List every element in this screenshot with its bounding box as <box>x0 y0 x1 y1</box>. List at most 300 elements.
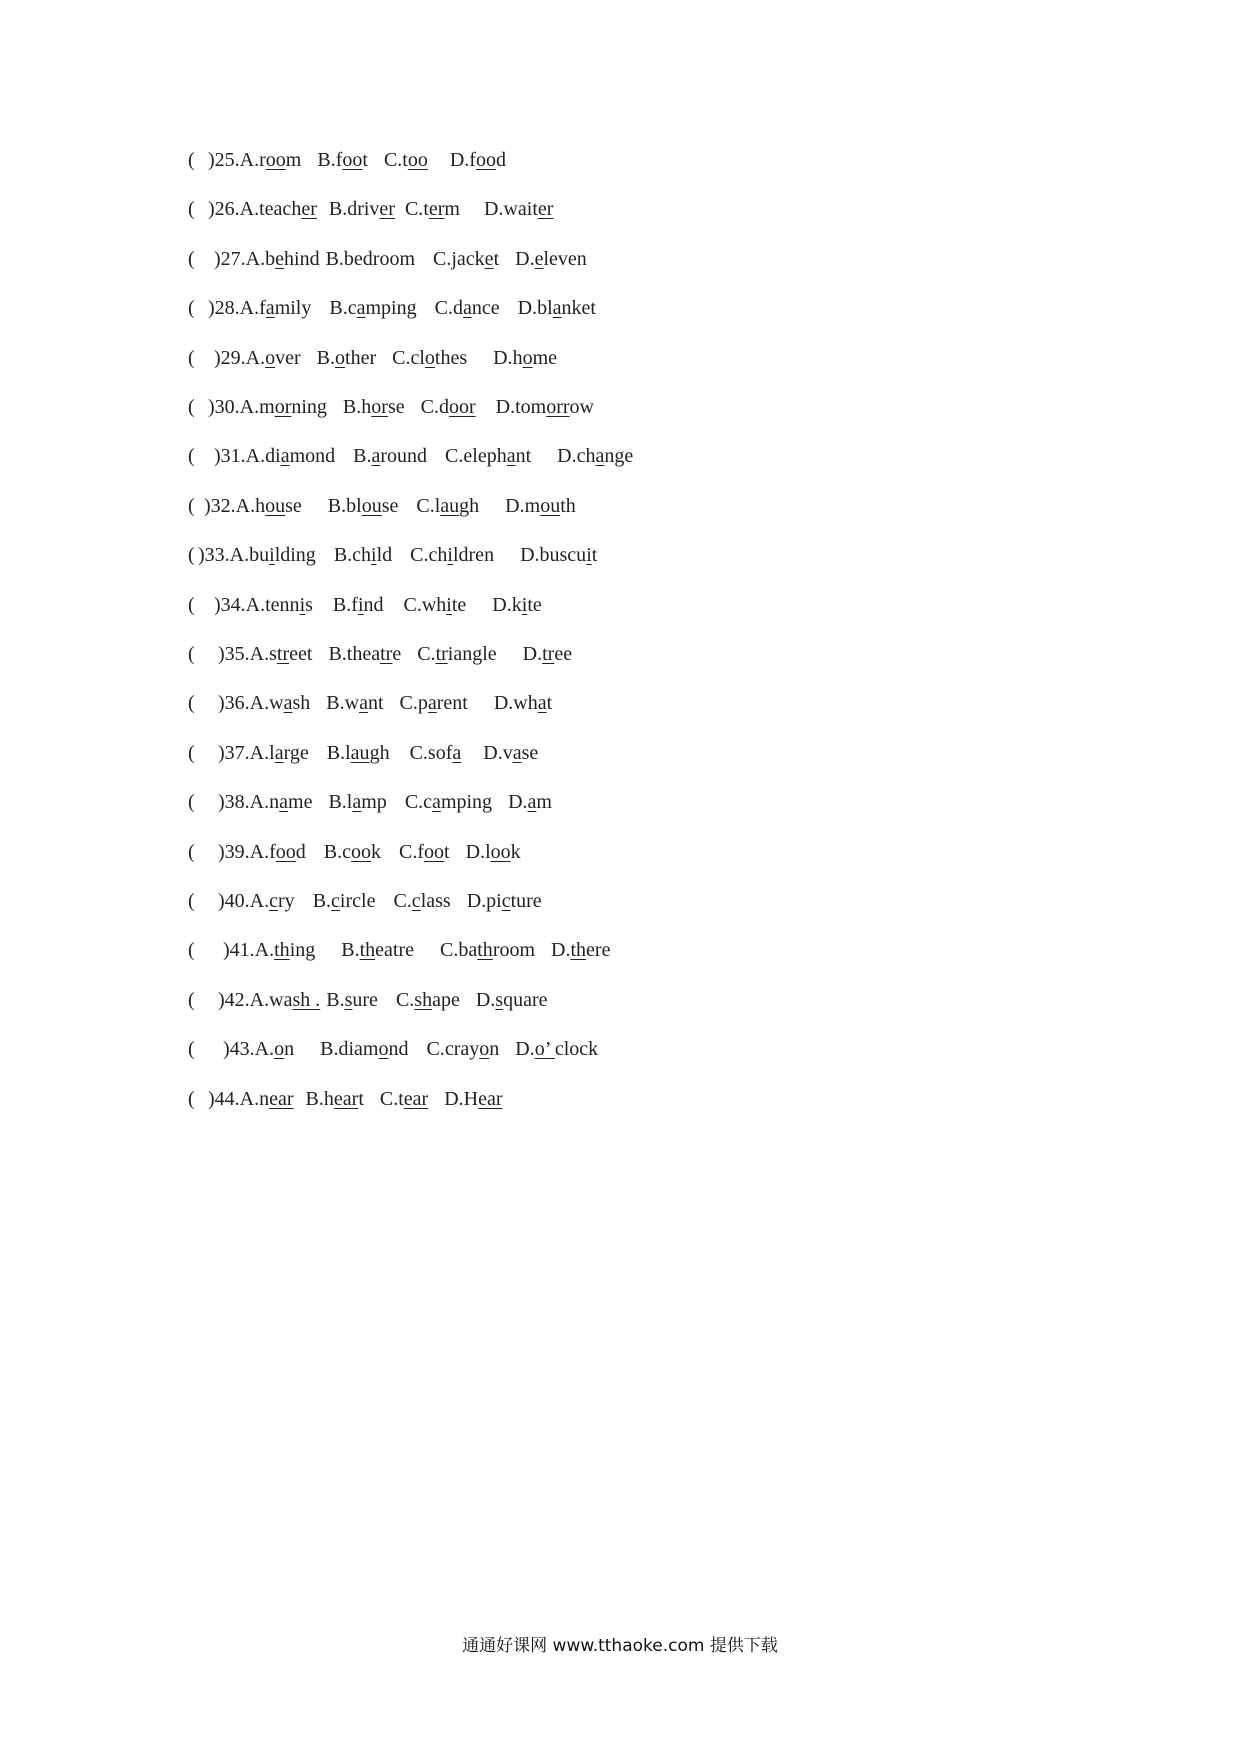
option-c <box>393 885 450 917</box>
word-part: bl <box>537 297 553 320</box>
word-part: lass <box>420 890 451 912</box>
underlined-letters: a <box>359 692 368 715</box>
option-letter: B. <box>332 593 352 616</box>
option-letter: B. <box>317 149 336 171</box>
option-letter: C. <box>404 791 424 814</box>
word-part: m <box>259 396 275 418</box>
word-part: hind <box>284 247 320 270</box>
option-letter: A. <box>229 544 250 567</box>
option-letter: D. <box>557 445 577 468</box>
underlined-letters: o <box>274 1038 285 1061</box>
word-part: nce <box>471 297 500 320</box>
underlined-letters: o <box>265 346 276 369</box>
underlined-letters: th <box>359 939 376 962</box>
answer-bracket[interactable]: ( <box>188 494 195 517</box>
question-body <box>218 786 552 818</box>
word-part: m <box>285 149 302 171</box>
option-d <box>557 440 633 472</box>
word-part: k <box>511 593 522 616</box>
option-a <box>250 836 306 868</box>
answer-bracket[interactable]: ( <box>188 593 195 616</box>
option-d <box>523 638 572 670</box>
option-d <box>467 885 542 917</box>
word-part: bl <box>346 494 362 517</box>
question-number: )25. <box>208 149 240 171</box>
underlined-letters: a <box>506 445 516 468</box>
option-b <box>329 193 395 225</box>
option-c <box>435 292 500 324</box>
option-d <box>508 786 552 818</box>
option-letter: B. <box>353 445 372 468</box>
question-number: )31. <box>214 445 246 468</box>
option-a <box>255 1033 294 1065</box>
option-b <box>326 243 415 275</box>
word-part: rent <box>436 692 468 715</box>
question-body <box>218 984 548 1016</box>
word-part: eleph <box>463 445 507 468</box>
word-part: d <box>438 396 449 418</box>
option-b <box>343 391 405 423</box>
underlined-letters: a <box>527 791 537 814</box>
underlined-letters: i <box>446 593 452 616</box>
option-letter: B. <box>341 939 360 962</box>
underlined-letters: ear <box>269 1087 294 1110</box>
word-part: t <box>358 1087 364 1110</box>
word-part: ldren <box>452 544 495 567</box>
word-part: l <box>434 494 441 517</box>
word-part: f <box>351 593 358 616</box>
word-part: buscu <box>539 544 587 567</box>
option-letter: D. <box>465 840 486 863</box>
question-number: )39. <box>218 840 250 863</box>
option-letter: D. <box>520 544 540 567</box>
word-part: v <box>502 741 513 764</box>
answer-bracket[interactable]: ( <box>188 840 195 863</box>
underlined-letters: e <box>275 247 285 270</box>
option-letter: D. <box>466 890 487 912</box>
question-body <box>214 342 557 374</box>
word-part: h <box>255 494 266 517</box>
word-part: tom <box>515 396 547 418</box>
word-part: s <box>269 643 277 665</box>
question-body <box>218 638 572 670</box>
option-c <box>421 391 476 423</box>
word-part: wait <box>503 198 538 221</box>
underlined-letters: tr <box>380 643 393 665</box>
question-number: )40. <box>218 890 250 912</box>
option-letter: D. <box>515 1038 535 1061</box>
option-letter: D. <box>515 247 535 270</box>
word-part: t <box>402 149 408 171</box>
option-letter: A. <box>239 149 260 171</box>
word-part: sof <box>427 741 453 764</box>
word-part: l <box>346 791 353 814</box>
underlined-letters: a <box>427 692 437 715</box>
word-part: t <box>398 1087 404 1110</box>
word-part: bedroom <box>343 247 416 270</box>
underlined-letters: c <box>501 890 511 912</box>
word-part: bu <box>249 544 270 567</box>
question-number: )43. <box>223 1038 255 1061</box>
option-c <box>396 984 460 1016</box>
question-body <box>218 687 552 719</box>
underlined-letters: th <box>570 939 587 962</box>
underlined-letters: oo <box>275 840 296 863</box>
word-part: k <box>371 840 382 863</box>
underlined-letters: a <box>595 445 605 468</box>
option-b <box>328 490 399 522</box>
word-part: ow <box>569 396 594 418</box>
word-part: wh <box>421 593 447 616</box>
word-part: pi <box>486 890 502 912</box>
answer-bracket[interactable]: ( <box>188 988 195 1011</box>
underlined-letters: o’ <box>534 1038 555 1061</box>
option-letter: A. <box>235 494 256 517</box>
underlined-letters: orr <box>546 396 570 418</box>
option-letter: B. <box>342 396 362 418</box>
option-b <box>326 984 378 1016</box>
word-part: lding <box>274 544 316 567</box>
option-a <box>246 243 320 275</box>
underlined-letters: c <box>269 890 279 912</box>
word-part: f <box>259 297 266 320</box>
option-letter: C. <box>420 396 439 418</box>
underlined-letters: a <box>512 741 522 764</box>
answer-bracket[interactable]: ( <box>188 445 195 468</box>
word-part: f <box>335 149 343 171</box>
word-part: h <box>512 346 523 369</box>
option-letter: C. <box>434 297 453 320</box>
option-c <box>416 490 479 522</box>
option-letter: D. <box>449 149 470 171</box>
option-letter: C. <box>417 643 436 665</box>
option-d <box>444 1083 502 1115</box>
answer-bracket[interactable]: ( <box>188 939 195 962</box>
question-number: )33. <box>198 544 230 567</box>
option-c <box>404 589 467 621</box>
option-letter: A. <box>239 198 260 221</box>
underlined-letters: sh . <box>292 988 321 1011</box>
word-part: sh <box>292 692 311 715</box>
option-letter: A. <box>249 741 270 764</box>
word-part: l <box>485 840 491 863</box>
option-letter: D. <box>508 791 528 814</box>
option-d <box>450 144 506 176</box>
underlined-letters: ou <box>361 494 382 517</box>
word-part: wh <box>513 692 538 715</box>
word-part: thea <box>346 643 381 665</box>
word-part: f <box>469 149 476 171</box>
word-part: gh <box>459 494 480 517</box>
word-part: ape <box>432 988 460 1011</box>
word-part: h <box>323 1087 334 1110</box>
word-part: tenn <box>265 593 300 616</box>
underlined-letters: a <box>371 445 381 468</box>
option-d <box>476 984 548 1016</box>
option-letter: C. <box>445 445 464 468</box>
underlined-letters: a <box>279 791 289 814</box>
word-part: w <box>269 692 284 715</box>
word-part: thes <box>434 346 468 369</box>
underlined-letters: th <box>477 939 493 962</box>
word-part: mping <box>440 791 493 814</box>
option-a <box>246 440 335 472</box>
word-part: th <box>560 494 576 517</box>
underlined-letters: c <box>411 890 421 912</box>
option-c <box>384 144 428 176</box>
option-b <box>328 786 386 818</box>
underlined-letters: a <box>265 297 275 320</box>
word-part: driv <box>347 198 380 221</box>
answer-bracket[interactable]: ( <box>188 544 195 567</box>
option-letter: A. <box>245 346 266 369</box>
question-body <box>208 391 594 423</box>
option-letter: C. <box>393 890 412 912</box>
underlined-letters: a <box>462 297 472 320</box>
option-letter: C. <box>409 741 428 764</box>
option-a <box>250 687 311 719</box>
underlined-letters: er <box>428 198 445 221</box>
option-letter: A. <box>239 396 260 418</box>
option-letter: B. <box>328 643 347 665</box>
answer-bracket[interactable]: ( <box>188 890 195 912</box>
option-a <box>246 342 301 374</box>
word-part: n <box>269 791 280 814</box>
option-letter: B. <box>323 840 343 863</box>
option-b <box>329 292 416 324</box>
word-part: m <box>444 198 460 221</box>
option-letter: D. <box>475 988 496 1011</box>
word-part: eet <box>289 643 313 665</box>
option-letter: A. <box>239 297 260 320</box>
word-part: s <box>305 593 313 616</box>
word-part: d <box>452 297 463 320</box>
underlined-letters: oo <box>265 149 286 171</box>
question-number: )42. <box>218 988 250 1011</box>
option-c <box>417 638 496 670</box>
option-letter: B. <box>326 741 346 764</box>
underlined-letters: a <box>356 297 366 320</box>
answer-bracket[interactable]: ( <box>188 149 195 171</box>
word-part: rge <box>283 741 309 764</box>
word-part: ing <box>289 939 316 962</box>
word-part: e <box>392 643 402 665</box>
word-part: diam <box>338 1038 379 1061</box>
word-part: ere <box>586 939 611 962</box>
word-part: wa <box>269 988 293 1011</box>
word-part: mping <box>365 297 417 320</box>
underlined-letters: i <box>371 544 377 567</box>
word-part: ch <box>428 544 448 567</box>
word-part: c <box>347 297 357 320</box>
option-letter: B. <box>328 791 347 814</box>
option-d <box>494 687 552 719</box>
word-part: r <box>259 149 266 171</box>
underlined-letters: tr <box>276 643 290 665</box>
question-number: )29. <box>214 346 246 369</box>
word-part: H <box>463 1087 479 1110</box>
option-letter: B. <box>328 198 348 221</box>
answer-bracket[interactable]: ( <box>188 1038 195 1061</box>
option-letter: A. <box>249 692 270 715</box>
option-b <box>326 687 383 719</box>
underlined-letters: i <box>357 593 364 616</box>
underlined-letters: or <box>274 396 292 418</box>
word-part: n <box>489 1038 500 1061</box>
option-letter: D. <box>551 939 571 962</box>
answer-bracket[interactable]: ( <box>188 692 195 715</box>
question-number: )28. <box>208 297 240 320</box>
option-d <box>515 1033 598 1065</box>
underlined-letters: oo <box>407 149 428 171</box>
option-a <box>230 539 316 571</box>
option-letter: B. <box>327 494 347 517</box>
underlined-letters: i <box>521 593 528 616</box>
underlined-letters: o <box>479 1038 490 1061</box>
option-letter: D. <box>495 396 516 418</box>
option-d <box>505 490 576 522</box>
word-part: te <box>451 593 467 616</box>
word-part: jack <box>451 247 485 270</box>
question-body <box>223 1033 598 1065</box>
word-part: me <box>288 791 313 814</box>
option-d <box>520 539 597 571</box>
option-letter: A. <box>245 593 266 616</box>
underlined-letters: oo <box>351 840 372 863</box>
word-part: leven <box>543 247 587 270</box>
option-b <box>333 589 384 621</box>
option-a <box>236 490 302 522</box>
option-a <box>240 144 302 176</box>
word-part: se <box>285 494 302 517</box>
underlined-letters: e <box>484 247 494 270</box>
option-c <box>410 539 494 571</box>
word-part: ture <box>510 890 542 912</box>
answer-bracket[interactable]: ( <box>188 396 195 418</box>
underlined-letters: a <box>283 692 293 715</box>
question-body <box>218 836 521 868</box>
option-b <box>334 539 392 571</box>
answer-bracket[interactable]: ( <box>188 198 195 221</box>
option-c <box>410 737 462 769</box>
option-d <box>466 836 521 868</box>
option-b <box>306 1083 364 1115</box>
option-c <box>405 786 492 818</box>
word-part: ee <box>554 643 573 665</box>
answer-bracket[interactable]: ( <box>188 741 195 764</box>
option-b <box>313 885 376 917</box>
underlined-letters: oo <box>424 840 445 863</box>
option-letter: A. <box>245 445 266 468</box>
option-b <box>353 440 427 472</box>
word-part: h <box>361 396 372 418</box>
option-letter: D. <box>483 741 503 764</box>
underlined-letters: sh <box>414 988 433 1011</box>
option-letter: D. <box>444 1087 464 1110</box>
option-letter: D. <box>493 692 514 715</box>
underlined-letters: a <box>274 741 284 764</box>
answer-bracket[interactable]: ( <box>188 791 195 814</box>
question-body <box>208 1083 503 1115</box>
underlined-letters: tr <box>542 643 555 665</box>
answer-bracket[interactable]: ( <box>188 1087 195 1110</box>
answer-bracket[interactable]: ( <box>188 247 195 270</box>
option-letter: A. <box>249 890 270 912</box>
option-c <box>392 342 467 374</box>
underlined-letters: ear <box>403 1087 429 1110</box>
word-part: n <box>259 1087 270 1110</box>
option-a <box>240 391 327 423</box>
question-body <box>214 589 542 621</box>
option-letter: B. <box>320 1038 339 1061</box>
option-c <box>433 243 499 275</box>
option-d <box>496 391 594 423</box>
word-part: ning <box>291 396 327 418</box>
option-b <box>320 1033 408 1065</box>
word-part: se <box>381 494 399 517</box>
underlined-letters: er <box>537 198 554 221</box>
word-part: nge <box>604 445 634 468</box>
word-part: me <box>532 346 557 369</box>
word-part: nd <box>363 593 384 616</box>
option-letter: C. <box>440 939 459 962</box>
question-number: )26. <box>208 198 240 221</box>
word-part: mond <box>289 445 336 468</box>
option-letter: B. <box>325 247 344 270</box>
answer-bracket[interactable]: ( <box>188 643 195 665</box>
option-letter: B. <box>333 544 353 567</box>
option-d <box>484 193 553 225</box>
answer-bracket[interactable]: ( <box>188 297 195 320</box>
option-d <box>483 737 538 769</box>
word-part: f <box>417 840 425 863</box>
question-body <box>214 243 587 275</box>
answer-bracket[interactable]: ( <box>188 346 195 369</box>
underlined-letters: a <box>432 791 441 814</box>
underlined-letters: er <box>301 198 317 221</box>
word-part: m <box>524 494 541 517</box>
option-d <box>492 589 541 621</box>
option-letter: A. <box>239 1087 260 1110</box>
option-letter: C. <box>399 692 418 715</box>
option-c <box>380 1083 428 1115</box>
question-number: )34. <box>214 593 246 616</box>
option-letter: D. <box>492 593 512 616</box>
question-body <box>223 934 610 966</box>
underlined-letters: a <box>552 297 562 320</box>
word-part: k <box>510 840 521 863</box>
question-body <box>208 292 596 324</box>
underlined-letters: th <box>274 939 290 962</box>
question-number: )30. <box>208 396 240 418</box>
option-letter: A. <box>249 840 270 863</box>
option-letter: A. <box>249 988 270 1011</box>
underlined-letters: o <box>335 346 346 369</box>
word-part: ther <box>345 346 377 369</box>
word-part: b <box>265 247 276 270</box>
underlined-letters: s <box>344 988 353 1011</box>
option-a <box>250 786 313 818</box>
option-letter: C. <box>399 840 418 863</box>
option-letter: C. <box>433 247 452 270</box>
underlined-letters: a <box>452 741 462 764</box>
word-part: n <box>284 1038 295 1061</box>
underlined-letters: e <box>534 247 544 270</box>
word-part: se <box>521 741 539 764</box>
option-letter: D. <box>517 297 538 320</box>
option-a <box>250 638 313 670</box>
option-b <box>317 144 368 176</box>
